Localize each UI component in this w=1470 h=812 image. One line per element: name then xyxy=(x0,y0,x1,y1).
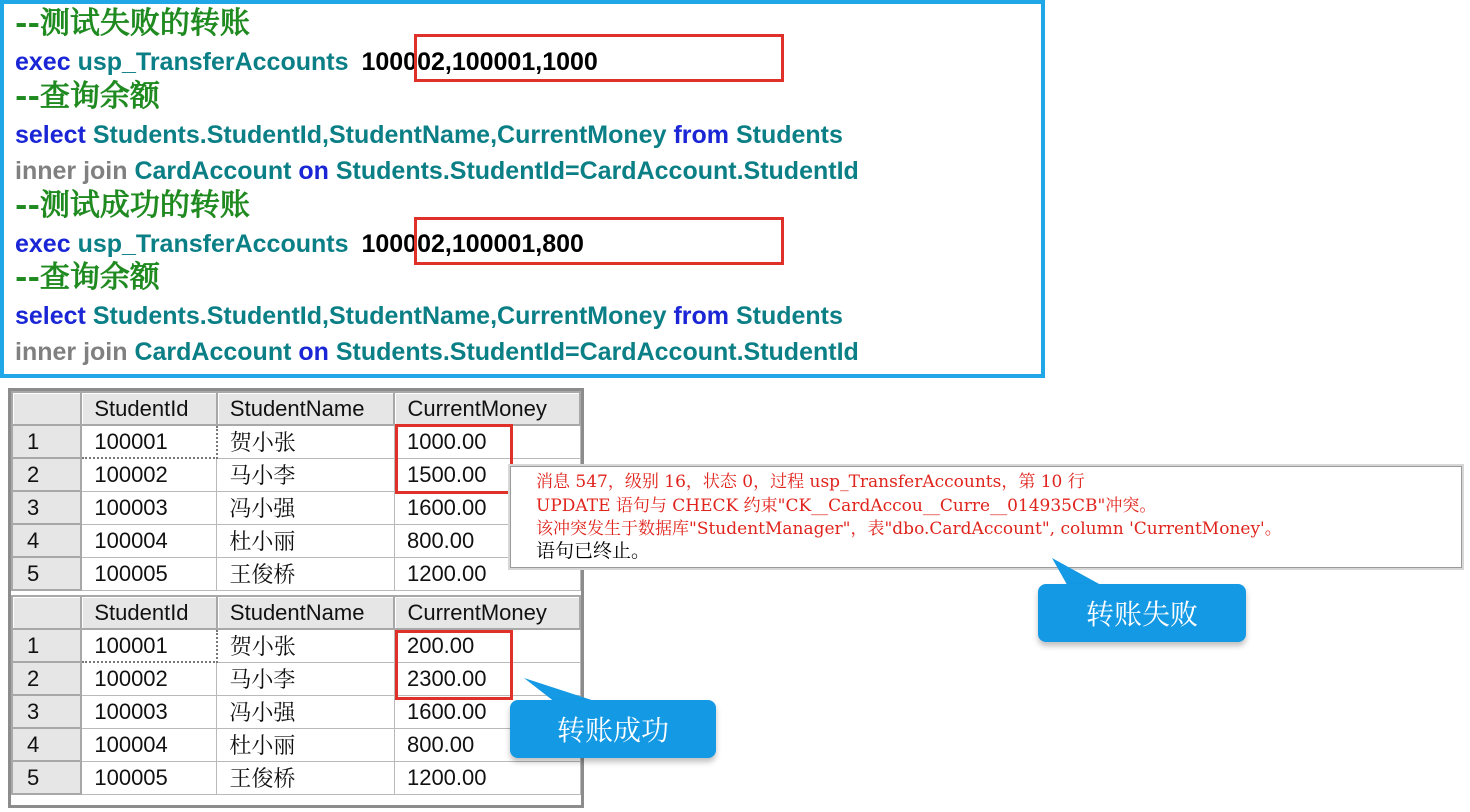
currentmoney-cell[interactable]: 1600.00 xyxy=(394,695,580,728)
row-number-cell[interactable]: 3 xyxy=(12,491,81,524)
grid-header-row xyxy=(12,596,580,629)
transfer-failed-callout: 转账失败 xyxy=(1038,584,1246,642)
error-message-line-1: 消息 547，级别 16，状态 0，过程 usp_TransferAccounts，第 10 行 xyxy=(536,472,1085,492)
from-keyword: from xyxy=(673,302,729,330)
row-number-cell[interactable]: 2 xyxy=(12,662,81,695)
inner-join-keyword: inner join xyxy=(15,157,128,185)
column-header-currentmoney[interactable]: CurrentMoney xyxy=(394,596,580,629)
select-line-1 xyxy=(15,120,843,150)
studentname-cell[interactable]: 冯小强 xyxy=(217,695,395,728)
args-highlight-box-1 xyxy=(414,34,784,82)
row-number-cell[interactable]: 1 xyxy=(12,425,81,458)
table-row[interactable] xyxy=(12,761,580,794)
currentmoney-cell[interactable]: 2300.00 xyxy=(394,662,580,695)
results-pane xyxy=(8,388,584,808)
row-number-cell[interactable]: 5 xyxy=(12,557,81,590)
currentmoney-cell[interactable]: 1000.00 xyxy=(394,425,580,458)
row-number-cell[interactable]: 3 xyxy=(12,695,81,728)
money-highlight-box-2 xyxy=(395,630,513,700)
currentmoney-cell[interactable]: 800.00 xyxy=(394,524,580,557)
select-keyword: select xyxy=(15,121,86,149)
exec-args: 100002,100001,1000 xyxy=(361,48,598,76)
join-table: CardAccount xyxy=(134,338,292,366)
sql-code-panel xyxy=(0,0,1045,378)
studentname-cell[interactable]: 王俊桥 xyxy=(217,557,395,590)
studentid-cell[interactable]: 100003 xyxy=(81,695,217,728)
error-message-line-2: UPDATE 语句与 CHECK 约束"CK__CardAccou__Curre__014935CB"冲突。 xyxy=(536,496,1157,516)
table-row[interactable] xyxy=(12,491,580,524)
select-line-2 xyxy=(15,301,843,331)
error-message-box xyxy=(510,466,1462,568)
proc-name: usp_TransferAccounts xyxy=(77,48,349,76)
comment-query-balance-2: --查询余额 xyxy=(15,260,160,295)
studentname-cell[interactable]: 王俊桥 xyxy=(217,761,395,794)
studentid-cell[interactable]: 100002 xyxy=(81,662,217,695)
studentname-cell[interactable]: 杜小丽 xyxy=(217,524,395,557)
currentmoney-cell[interactable]: 1500.00 xyxy=(394,458,580,491)
join-condition: Students.StudentId=CardAccount.StudentId xyxy=(335,157,859,185)
studentid-cell[interactable]: 100001 xyxy=(81,629,217,662)
grid-header-row xyxy=(12,392,580,425)
from-table: Students xyxy=(735,302,843,330)
comment-query-balance-1: --查询余额 xyxy=(15,79,160,114)
studentid-cell[interactable]: 100003 xyxy=(81,491,217,524)
on-keyword: on xyxy=(298,157,329,185)
column-header-currentmoney[interactable]: CurrentMoney xyxy=(394,392,580,425)
error-message-line-4: 语句已终止。 xyxy=(536,540,651,562)
inner-join-keyword: inner join xyxy=(15,338,128,366)
join-line-2 xyxy=(15,337,859,367)
studentname-cell[interactable]: 贺小张 xyxy=(217,629,395,662)
currentmoney-cell[interactable]: 1200.00 xyxy=(394,761,580,794)
studentname-cell[interactable]: 贺小张 xyxy=(217,425,395,458)
comment-test-failed-transfer: --测试失败的转账 xyxy=(15,6,250,41)
proc-name: usp_TransferAccounts xyxy=(77,230,349,258)
table-row[interactable] xyxy=(12,557,580,590)
studentid-cell[interactable]: 100004 xyxy=(81,728,217,761)
studentid-cell[interactable]: 100002 xyxy=(81,458,217,491)
studentid-cell[interactable]: 100001 xyxy=(81,425,217,458)
column-header-studentid[interactable]: StudentId xyxy=(81,596,217,629)
row-number-cell[interactable]: 4 xyxy=(12,524,81,557)
grid-corner-cell[interactable] xyxy=(12,596,81,629)
studentname-cell[interactable]: 冯小强 xyxy=(217,491,395,524)
error-message-line-3: 该冲突发生于数据库"StudentManager"，表"dbo.CardAccount", column 'CurrentMoney'。 xyxy=(536,519,1282,539)
currentmoney-cell[interactable]: 800.00 xyxy=(394,728,580,761)
select-keyword: select xyxy=(15,302,86,330)
from-keyword: from xyxy=(673,121,729,149)
row-number-cell[interactable]: 2 xyxy=(12,458,81,491)
column-header-studentname[interactable]: StudentName xyxy=(217,596,395,629)
select-columns: Students.StudentId,StudentName,CurrentMoney xyxy=(92,121,667,149)
on-keyword: on xyxy=(298,338,329,366)
join-table: CardAccount xyxy=(134,157,292,185)
select-columns: Students.StudentId,StudentName,CurrentMoney xyxy=(92,302,667,330)
comment-test-success-transfer: --测试成功的转账 xyxy=(15,188,250,223)
row-number-cell[interactable]: 4 xyxy=(12,728,81,761)
row-number-cell[interactable]: 5 xyxy=(12,761,81,794)
studentname-cell[interactable]: 马小李 xyxy=(217,458,395,491)
column-header-studentname[interactable]: StudentName xyxy=(217,392,395,425)
table-row[interactable] xyxy=(12,524,580,557)
studentid-cell[interactable]: 100005 xyxy=(81,557,217,590)
exec-args: 100002,100001,800 xyxy=(361,230,584,258)
money-highlight-box-1 xyxy=(395,424,513,494)
join-line-1 xyxy=(15,156,859,186)
studentname-cell[interactable]: 杜小丽 xyxy=(217,728,395,761)
row-number-cell[interactable]: 1 xyxy=(12,629,81,662)
currentmoney-cell[interactable]: 200.00 xyxy=(394,629,580,662)
currentmoney-cell[interactable]: 1200.00 xyxy=(394,557,580,590)
args-highlight-box-2 xyxy=(414,217,784,265)
studentid-cell[interactable]: 100005 xyxy=(81,761,217,794)
exec-keyword: exec xyxy=(15,48,71,76)
from-table: Students xyxy=(735,121,843,149)
join-condition: Students.StudentId=CardAccount.StudentId xyxy=(335,338,859,366)
column-header-studentid[interactable]: StudentId xyxy=(81,392,217,425)
studentname-cell[interactable]: 马小李 xyxy=(217,662,395,695)
transfer-success-callout: 转账成功 xyxy=(510,700,716,758)
grid-corner-cell[interactable] xyxy=(12,392,81,425)
exec-keyword: exec xyxy=(15,230,71,258)
table-row[interactable] xyxy=(12,728,580,761)
currentmoney-cell[interactable]: 1600.00 xyxy=(394,491,580,524)
studentid-cell[interactable]: 100004 xyxy=(81,524,217,557)
